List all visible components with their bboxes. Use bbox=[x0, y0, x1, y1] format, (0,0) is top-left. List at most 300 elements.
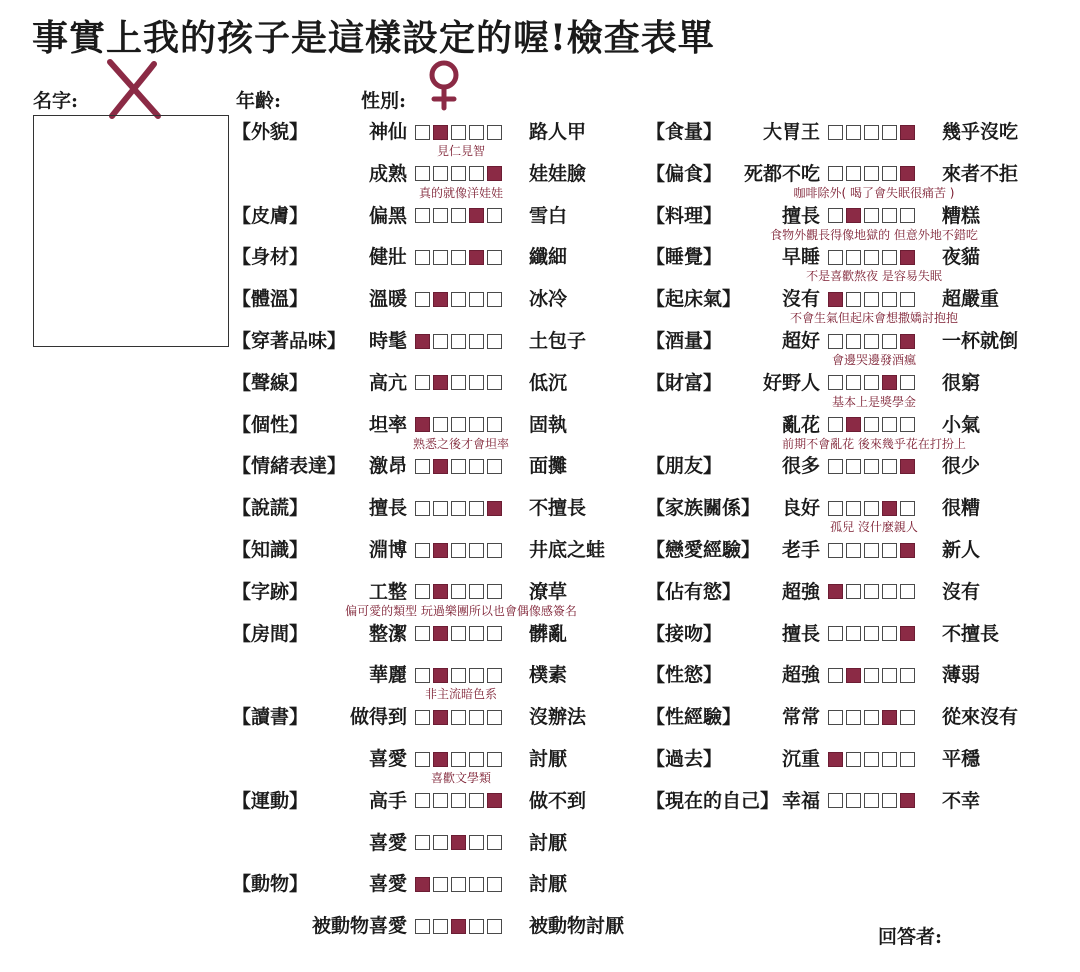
rating-box[interactable] bbox=[882, 250, 897, 265]
left-trait-label: 高亢 bbox=[368, 371, 407, 394]
rating-box[interactable] bbox=[469, 292, 484, 307]
rating-scale[interactable] bbox=[828, 496, 915, 520]
x-mark-icon bbox=[104, 58, 164, 120]
rating-box[interactable] bbox=[846, 292, 861, 307]
rating-box[interactable] bbox=[433, 835, 448, 850]
rating-box[interactable] bbox=[846, 793, 861, 808]
rating-box[interactable] bbox=[828, 166, 843, 181]
rating-box[interactable] bbox=[487, 250, 502, 265]
rating-box[interactable] bbox=[864, 417, 879, 432]
rating-box[interactable] bbox=[433, 626, 448, 641]
category-label: 【戀愛經驗】 bbox=[646, 539, 761, 561]
rating-scale[interactable] bbox=[415, 663, 502, 687]
rating-box[interactable] bbox=[828, 250, 843, 265]
rating-box[interactable] bbox=[451, 208, 466, 223]
rating-box[interactable] bbox=[433, 375, 448, 390]
rating-scale[interactable] bbox=[415, 413, 502, 437]
rating-box[interactable] bbox=[487, 417, 502, 432]
rating-box[interactable] bbox=[828, 543, 843, 558]
rating-box[interactable] bbox=[469, 459, 484, 474]
rating-box[interactable] bbox=[451, 125, 466, 140]
rating-box[interactable] bbox=[487, 877, 502, 892]
left-trait-label: 工整 bbox=[368, 580, 407, 603]
left-trait-label: 溫暖 bbox=[368, 288, 407, 311]
rating-box[interactable] bbox=[882, 459, 897, 474]
rating-box[interactable] bbox=[487, 208, 502, 223]
rating-scale[interactable] bbox=[828, 454, 915, 478]
rating-scale[interactable] bbox=[828, 580, 915, 604]
rating-box[interactable] bbox=[433, 125, 448, 140]
right-trait-label: 低沉 bbox=[529, 371, 568, 394]
rating-scale[interactable] bbox=[828, 663, 915, 687]
rating-box[interactable] bbox=[900, 375, 915, 390]
rating-scale[interactable] bbox=[828, 371, 915, 395]
rating-box[interactable] bbox=[469, 166, 484, 181]
rating-scale[interactable] bbox=[828, 245, 915, 269]
left-trait-label: 早睡 bbox=[781, 246, 820, 269]
rating-box[interactable] bbox=[846, 668, 861, 683]
category-label: 【酒量】 bbox=[646, 330, 723, 352]
rating-box[interactable] bbox=[846, 208, 861, 223]
rating-box[interactable] bbox=[900, 166, 915, 181]
right-trait-label: 討厭 bbox=[529, 873, 568, 896]
rating-box[interactable] bbox=[864, 292, 879, 307]
rating-box[interactable] bbox=[828, 292, 843, 307]
annotation-note: 喜歡文學類 bbox=[430, 771, 492, 785]
annotation-note: 孤兒 沒什麼親人 bbox=[830, 520, 918, 535]
rating-box[interactable] bbox=[864, 668, 879, 683]
rating-box[interactable] bbox=[469, 668, 484, 683]
female-symbol-icon bbox=[418, 58, 470, 112]
right-trait-label: 路人甲 bbox=[529, 121, 587, 143]
annotation-note: 食物外觀長得像地獄的 但意外地不錯吃 bbox=[770, 227, 978, 242]
category-label: 【起床氣】 bbox=[646, 288, 742, 311]
annotation-note: 會邊哭邊發酒瘋 bbox=[831, 353, 917, 367]
rating-box[interactable] bbox=[864, 710, 879, 725]
rating-box[interactable] bbox=[900, 793, 915, 808]
rating-scale[interactable] bbox=[415, 329, 502, 353]
left-trait-label: 超強 bbox=[781, 580, 820, 603]
annotation-note: 咖啡除外( 喝了會失眠很痛苦 ) bbox=[793, 185, 955, 200]
rating-scale[interactable] bbox=[828, 287, 915, 311]
left-trait-label: 好野人 bbox=[762, 371, 820, 394]
left-trait-label: 喜愛 bbox=[368, 873, 407, 896]
rating-box[interactable] bbox=[415, 710, 430, 725]
rating-box[interactable] bbox=[882, 752, 897, 767]
rating-box[interactable] bbox=[900, 417, 915, 432]
rating-box[interactable] bbox=[864, 543, 879, 558]
rating-box[interactable] bbox=[900, 752, 915, 767]
category-label: 【食量】 bbox=[646, 121, 723, 143]
rating-box[interactable] bbox=[864, 752, 879, 767]
right-trait-label: 幾乎沒吃 bbox=[942, 121, 1019, 143]
rating-scale[interactable] bbox=[415, 496, 502, 520]
rating-box[interactable] bbox=[846, 334, 861, 349]
rating-box[interactable] bbox=[900, 292, 915, 307]
category-label: 【動物】 bbox=[232, 873, 309, 896]
annotation-note: 不會生氣但起床會想撒嬌討抱抱 bbox=[789, 311, 959, 326]
rating-scale[interactable] bbox=[415, 371, 502, 395]
rating-box[interactable] bbox=[487, 668, 502, 683]
age-label: 年齡: bbox=[236, 90, 282, 112]
rating-box[interactable] bbox=[846, 752, 861, 767]
category-label: 【皮膚】 bbox=[232, 204, 309, 227]
rating-box[interactable] bbox=[828, 334, 843, 349]
rating-box[interactable] bbox=[487, 793, 502, 808]
rating-box[interactable] bbox=[882, 417, 897, 432]
category-label: 【偏食】 bbox=[646, 162, 723, 185]
rating-box[interactable] bbox=[882, 501, 897, 516]
rating-box[interactable] bbox=[469, 835, 484, 850]
rating-box[interactable] bbox=[469, 417, 484, 432]
right-trait-label: 井底之蛙 bbox=[529, 539, 606, 561]
rating-scale[interactable] bbox=[828, 329, 915, 353]
rating-box[interactable] bbox=[433, 208, 448, 223]
rating-scale[interactable] bbox=[828, 622, 915, 646]
rating-scale[interactable] bbox=[415, 162, 502, 186]
right-trait-label: 不擅長 bbox=[529, 497, 587, 520]
rating-box[interactable] bbox=[900, 710, 915, 725]
right-trait-label: 新人 bbox=[942, 539, 981, 561]
category-label: 【接吻】 bbox=[646, 622, 723, 645]
rating-box[interactable] bbox=[415, 584, 430, 599]
rating-box[interactable] bbox=[882, 710, 897, 725]
left-trait-label: 幸福 bbox=[781, 789, 820, 812]
rating-box[interactable] bbox=[882, 793, 897, 808]
rating-box[interactable] bbox=[415, 668, 430, 683]
left-trait-label: 沒有 bbox=[781, 288, 820, 311]
rating-box[interactable] bbox=[451, 166, 466, 181]
rating-box[interactable] bbox=[487, 919, 502, 934]
rating-box[interactable] bbox=[828, 793, 843, 808]
rating-box[interactable] bbox=[900, 125, 915, 140]
rating-box[interactable] bbox=[882, 626, 897, 641]
annotation-note: 偏可愛的類型 玩過樂團所以也會偶像感簽名 bbox=[345, 603, 577, 618]
rating-scale[interactable] bbox=[415, 789, 502, 813]
right-trait-label: 娃娃臉 bbox=[529, 162, 587, 185]
rating-box[interactable] bbox=[846, 710, 861, 725]
rating-box[interactable] bbox=[487, 543, 502, 558]
rating-scale[interactable] bbox=[415, 705, 502, 729]
rating-box[interactable] bbox=[451, 292, 466, 307]
gender-label: 性別: bbox=[361, 90, 407, 112]
right-trait-label: 土包子 bbox=[529, 330, 587, 352]
category-label: 【身材】 bbox=[232, 246, 309, 269]
right-trait-label: 平穩 bbox=[942, 748, 981, 770]
rating-box[interactable] bbox=[451, 375, 466, 390]
left-trait-label: 喜愛 bbox=[368, 748, 407, 770]
rating-box[interactable] bbox=[415, 125, 430, 140]
rating-box[interactable] bbox=[451, 710, 466, 725]
rating-box[interactable] bbox=[828, 668, 843, 683]
rating-box[interactable] bbox=[469, 543, 484, 558]
category-label: 【現在的自己】 bbox=[646, 789, 780, 812]
rating-box[interactable] bbox=[846, 125, 861, 140]
rating-scale[interactable] bbox=[828, 538, 915, 562]
rating-box[interactable] bbox=[469, 375, 484, 390]
rating-box[interactable] bbox=[433, 250, 448, 265]
rating-box[interactable] bbox=[882, 668, 897, 683]
rating-box[interactable] bbox=[451, 584, 466, 599]
rating-box[interactable] bbox=[415, 375, 430, 390]
rating-scale[interactable] bbox=[415, 872, 502, 896]
rating-box[interactable] bbox=[882, 334, 897, 349]
left-trait-label: 喜愛 bbox=[368, 831, 407, 854]
rating-box[interactable] bbox=[415, 208, 430, 223]
rating-scale[interactable] bbox=[828, 204, 915, 228]
rating-box[interactable] bbox=[469, 584, 484, 599]
rating-box[interactable] bbox=[451, 919, 466, 934]
rating-box[interactable] bbox=[864, 334, 879, 349]
rating-box[interactable] bbox=[469, 501, 484, 516]
rating-box[interactable] bbox=[846, 417, 861, 432]
rating-box[interactable] bbox=[864, 125, 879, 140]
rating-box[interactable] bbox=[451, 626, 466, 641]
rating-box[interactable] bbox=[451, 793, 466, 808]
category-label: 【財富】 bbox=[646, 371, 723, 394]
rating-box[interactable] bbox=[469, 710, 484, 725]
category-label: 【讀書】 bbox=[232, 706, 309, 729]
right-trait-label: 薄弱 bbox=[942, 664, 981, 687]
rating-box[interactable] bbox=[487, 752, 502, 767]
rating-box[interactable] bbox=[415, 543, 430, 558]
rating-box[interactable] bbox=[900, 668, 915, 683]
left-trait-label: 擅長 bbox=[368, 497, 407, 520]
left-trait-label: 激昂 bbox=[368, 455, 407, 478]
rating-box[interactable] bbox=[882, 375, 897, 390]
rating-scale[interactable] bbox=[415, 245, 502, 269]
rating-box[interactable] bbox=[864, 459, 879, 474]
rating-scale[interactable] bbox=[415, 914, 502, 938]
rating-box[interactable] bbox=[469, 250, 484, 265]
rating-box[interactable] bbox=[900, 543, 915, 558]
rating-box[interactable] bbox=[433, 459, 448, 474]
left-trait-label: 做得到 bbox=[349, 706, 407, 729]
page-title: 事實上我的孩子是這樣設定的喔!檢查表單 bbox=[32, 17, 715, 59]
rating-box[interactable] bbox=[828, 584, 843, 599]
right-trait-label: 冰冷 bbox=[529, 288, 568, 311]
rating-scale[interactable] bbox=[415, 622, 502, 646]
right-trait-label: 不幸 bbox=[942, 789, 981, 812]
rating-box[interactable] bbox=[846, 166, 861, 181]
rating-box[interactable] bbox=[433, 752, 448, 767]
rating-box[interactable] bbox=[433, 919, 448, 934]
rating-box[interactable] bbox=[487, 626, 502, 641]
rating-scale[interactable] bbox=[415, 747, 502, 771]
right-trait-label: 不擅長 bbox=[942, 622, 1000, 645]
left-trait-label: 超強 bbox=[781, 664, 820, 687]
rating-box[interactable] bbox=[415, 334, 430, 349]
category-label: 【聲線】 bbox=[232, 371, 309, 394]
rating-scale[interactable] bbox=[415, 204, 502, 228]
category-label: 【字跡】 bbox=[232, 580, 309, 603]
rating-box[interactable] bbox=[487, 125, 502, 140]
rating-box[interactable] bbox=[864, 208, 879, 223]
rating-box[interactable] bbox=[433, 166, 448, 181]
rating-scale[interactable] bbox=[415, 538, 502, 562]
rating-box[interactable] bbox=[882, 543, 897, 558]
left-trait-label: 成熟 bbox=[368, 162, 407, 185]
rating-scale[interactable] bbox=[415, 454, 502, 478]
rating-box[interactable] bbox=[415, 501, 430, 516]
left-trait-label: 亂花 bbox=[781, 413, 820, 436]
rating-box[interactable] bbox=[433, 793, 448, 808]
rating-box[interactable] bbox=[846, 543, 861, 558]
rating-box[interactable] bbox=[433, 543, 448, 558]
rating-box[interactable] bbox=[487, 166, 502, 181]
rating-box[interactable] bbox=[900, 501, 915, 516]
rating-box[interactable] bbox=[900, 459, 915, 474]
rating-box[interactable] bbox=[451, 543, 466, 558]
right-trait-label: 很窮 bbox=[942, 371, 981, 394]
rating-box[interactable] bbox=[469, 334, 484, 349]
category-label: 【料理】 bbox=[646, 204, 723, 227]
rating-box[interactable] bbox=[828, 417, 843, 432]
rating-box[interactable] bbox=[415, 793, 430, 808]
right-trait-label: 沒辦法 bbox=[529, 706, 587, 729]
rating-box[interactable] bbox=[451, 459, 466, 474]
rating-box[interactable] bbox=[451, 334, 466, 349]
rating-box[interactable] bbox=[415, 417, 430, 432]
right-trait-label: 超嚴重 bbox=[942, 288, 1000, 311]
rating-scale[interactable] bbox=[415, 831, 502, 855]
rating-box[interactable] bbox=[846, 459, 861, 474]
rating-box[interactable] bbox=[469, 626, 484, 641]
left-trait-label: 整潔 bbox=[368, 622, 407, 645]
rating-box[interactable] bbox=[864, 501, 879, 516]
answerer-label: 回答者: bbox=[878, 926, 943, 948]
rating-box[interactable] bbox=[864, 166, 879, 181]
rating-box[interactable] bbox=[451, 752, 466, 767]
annotation-note: 基本上是獎學金 bbox=[831, 394, 917, 409]
rating-box[interactable] bbox=[415, 459, 430, 474]
rating-box[interactable] bbox=[415, 292, 430, 307]
rating-box[interactable] bbox=[415, 250, 430, 265]
rating-box[interactable] bbox=[433, 501, 448, 516]
right-trait-label: 做不到 bbox=[529, 789, 587, 812]
left-trait-label: 被動物喜愛 bbox=[311, 915, 407, 938]
rating-box[interactable] bbox=[451, 877, 466, 892]
rating-box[interactable] bbox=[900, 250, 915, 265]
category-label: 【知識】 bbox=[232, 539, 309, 561]
category-label: 【穿著品味】 bbox=[232, 330, 347, 352]
rating-scale[interactable] bbox=[415, 120, 502, 144]
rating-box[interactable] bbox=[469, 208, 484, 223]
rating-box[interactable] bbox=[900, 334, 915, 349]
rating-box[interactable] bbox=[846, 626, 861, 641]
rating-scale[interactable] bbox=[828, 413, 915, 437]
rating-box[interactable] bbox=[828, 375, 843, 390]
rating-box[interactable] bbox=[864, 793, 879, 808]
annotation-note: 熟悉之後才會坦率 bbox=[412, 436, 510, 451]
rating-box[interactable] bbox=[846, 584, 861, 599]
rating-box[interactable] bbox=[433, 668, 448, 683]
annotation-note: 真的就像洋娃娃 bbox=[418, 185, 504, 200]
rating-box[interactable] bbox=[828, 125, 843, 140]
rating-box[interactable] bbox=[882, 125, 897, 140]
rating-box[interactable] bbox=[433, 292, 448, 307]
right-trait-label: 潦草 bbox=[529, 580, 568, 603]
rating-scale[interactable] bbox=[415, 580, 502, 604]
rating-scale[interactable] bbox=[828, 747, 915, 771]
rating-box[interactable] bbox=[846, 501, 861, 516]
rating-box[interactable] bbox=[415, 919, 430, 934]
rating-box[interactable] bbox=[469, 752, 484, 767]
rating-box[interactable] bbox=[469, 919, 484, 934]
rating-scale[interactable] bbox=[828, 120, 915, 144]
rating-box[interactable] bbox=[487, 459, 502, 474]
rating-box[interactable] bbox=[900, 208, 915, 223]
name-label: 名字: bbox=[33, 90, 79, 112]
rating-box[interactable] bbox=[864, 626, 879, 641]
rating-box[interactable] bbox=[433, 710, 448, 725]
left-trait-label: 神仙 bbox=[368, 121, 407, 143]
rating-box[interactable] bbox=[415, 877, 430, 892]
rating-box[interactable] bbox=[882, 208, 897, 223]
category-label: 【個性】 bbox=[232, 413, 309, 436]
rating-scale[interactable] bbox=[828, 789, 915, 813]
rating-box[interactable] bbox=[864, 250, 879, 265]
rating-box[interactable] bbox=[451, 835, 466, 850]
rating-box[interactable] bbox=[415, 835, 430, 850]
rating-scale[interactable] bbox=[828, 162, 915, 186]
rating-box[interactable] bbox=[487, 710, 502, 725]
rating-box[interactable] bbox=[469, 877, 484, 892]
left-trait-label: 沉重 bbox=[781, 748, 820, 770]
rating-box[interactable] bbox=[451, 417, 466, 432]
rating-box[interactable] bbox=[828, 501, 843, 516]
rating-box[interactable] bbox=[864, 584, 879, 599]
rating-box[interactable] bbox=[828, 459, 843, 474]
rating-box[interactable] bbox=[487, 584, 502, 599]
rating-box[interactable] bbox=[487, 835, 502, 850]
rating-box[interactable] bbox=[846, 250, 861, 265]
rating-box[interactable] bbox=[882, 584, 897, 599]
rating-scale[interactable] bbox=[828, 705, 915, 729]
rating-box[interactable] bbox=[469, 125, 484, 140]
rating-box[interactable] bbox=[828, 752, 843, 767]
right-trait-label: 夜貓 bbox=[942, 246, 981, 269]
rating-box[interactable] bbox=[415, 626, 430, 641]
rating-box[interactable] bbox=[882, 166, 897, 181]
rating-box[interactable] bbox=[451, 501, 466, 516]
rating-box[interactable] bbox=[451, 250, 466, 265]
rating-box[interactable] bbox=[433, 584, 448, 599]
right-trait-label: 討厭 bbox=[529, 748, 568, 770]
rating-box[interactable] bbox=[487, 501, 502, 516]
rating-box[interactable] bbox=[487, 334, 502, 349]
rating-box[interactable] bbox=[846, 375, 861, 390]
rating-box[interactable] bbox=[415, 166, 430, 181]
rating-box[interactable] bbox=[864, 375, 879, 390]
rating-box[interactable] bbox=[451, 668, 466, 683]
rating-box[interactable] bbox=[900, 584, 915, 599]
rating-box[interactable] bbox=[433, 334, 448, 349]
photo-frame bbox=[33, 115, 229, 347]
rating-box[interactable] bbox=[900, 626, 915, 641]
rating-scale[interactable] bbox=[415, 287, 502, 311]
rating-box[interactable] bbox=[415, 752, 430, 767]
rating-box[interactable] bbox=[487, 375, 502, 390]
rating-box[interactable] bbox=[828, 208, 843, 223]
rating-box[interactable] bbox=[882, 292, 897, 307]
rating-box[interactable] bbox=[828, 710, 843, 725]
rating-box[interactable] bbox=[433, 417, 448, 432]
rating-box[interactable] bbox=[433, 877, 448, 892]
rating-box[interactable] bbox=[487, 292, 502, 307]
rating-box[interactable] bbox=[469, 793, 484, 808]
rating-box[interactable] bbox=[828, 626, 843, 641]
